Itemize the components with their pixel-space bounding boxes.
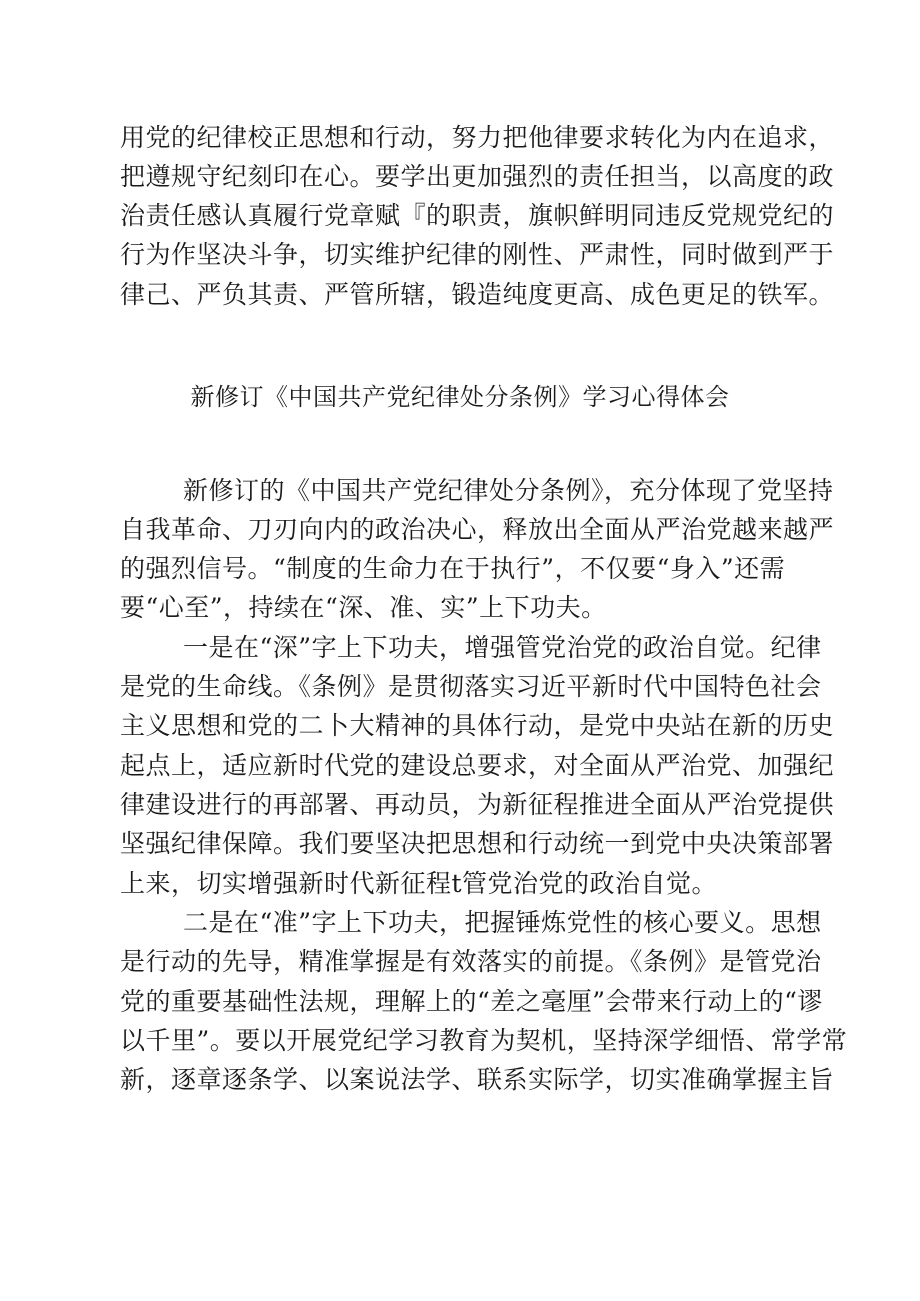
paragraph-line: 律建设进行的再部署、再动员，为新征程推进全面从严治党提供 bbox=[120, 790, 835, 819]
paragraph-line: 上来，切实增强新时代新征程t管党治党的政治自觉。 bbox=[120, 869, 718, 898]
paragraph-line: 主义思想和党的二卜大精神的具体行动，是党中央站在新的历史 bbox=[120, 711, 835, 740]
continuation-line: 治责任感认真履行党章赋『的职责，旗帜鲜明同违反党规党纪的 bbox=[120, 201, 835, 230]
paragraph-line: 坚强纪律保障。我们要坚决把思想和行动统一到党中央决策部署 bbox=[120, 829, 835, 858]
document-title: 新修订《中国共产党纪律处分条例》学习心得体会 bbox=[190, 383, 730, 411]
paragraph-line: 新，逐章逐条学、以案说法学、联系实际学，切实准确掌握主旨 bbox=[120, 1065, 835, 1094]
paragraph-line: 是行动的先导，精准掌握是有效落实的前提。《条例》是管党治 bbox=[120, 947, 822, 976]
paragraph-line: 新修订的《中国共产党纪律处分条例》，充分体现了党坚持 bbox=[183, 476, 834, 505]
continuation-line: 用党的纪律校正思想和行动，努力把他律要求转化为内在追求， bbox=[120, 123, 835, 152]
paragraph-line: 二是在“准”字上下功夫，把握锤炼党性的核心要义。思想 bbox=[183, 908, 822, 937]
paragraph-line: 要“心至”，持续在“深、准、实”上下功夫。 bbox=[120, 593, 607, 622]
paragraph-line: 自我革命、刀刃向内的政治决心，释放出全面从严治党越来越严 bbox=[120, 515, 835, 544]
continuation-line: 律己、严负其责、严管所辖，锻造纯度更高、成色更足的铁军。 bbox=[120, 280, 835, 309]
paragraph-line: 起点上，适应新时代党的建设总要求，对全面从严治党、加强纪 bbox=[120, 751, 835, 780]
paragraph-line: 是党的生命线。《条例》是贯彻落实习近平新时代中国特色社会 bbox=[120, 672, 822, 701]
paragraph-line: 以千里”。要以开展党纪学习教育为契机，坚持深学细悟、常学常 bbox=[120, 1026, 848, 1055]
continuation-line: 把遵规守纪刻印在心。要学出更加强烈的责任担当，以高度的政 bbox=[120, 162, 835, 191]
paragraph-line: 一是在“深”字上下功夫，增强管党治党的政治自觉。纪律 bbox=[183, 633, 822, 662]
paragraph-line: 党的重要基础性法规，理解上的“差之毫厘”会带来行动上的“谬 bbox=[120, 987, 823, 1016]
paragraph-line: 的强烈信号。“制度的生命力在于执行”，不仅要“身入”还需 bbox=[120, 554, 786, 583]
continuation-line: 行为作坚决斗争，切实维护纪律的刚性、严肃性，同时做到严于 bbox=[120, 240, 835, 269]
